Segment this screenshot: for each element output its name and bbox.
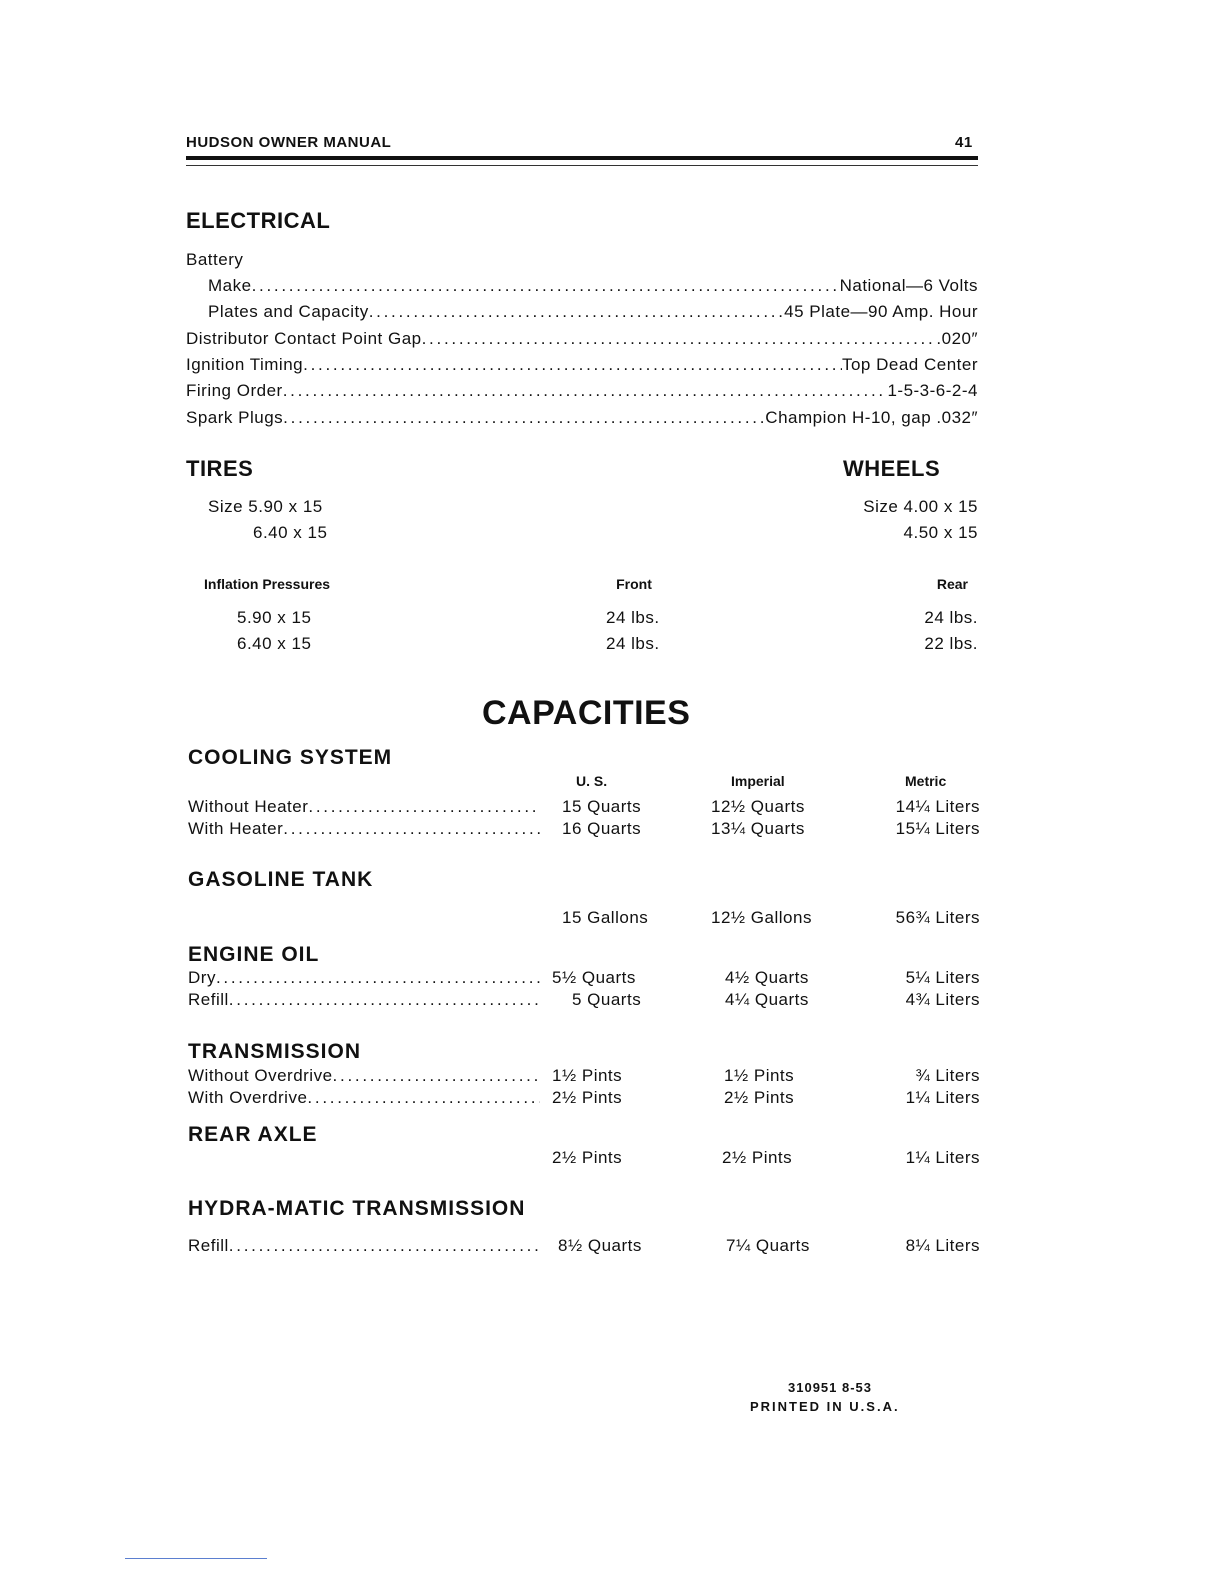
gasoline-us: 15 Gallons: [562, 908, 649, 927]
front-label: Front: [616, 576, 652, 592]
spec-value: 1-5-3-6-2-4: [887, 381, 978, 400]
spec-row-make: [208, 276, 978, 296]
hydramatic-imp: 7¼ Quarts: [726, 1236, 810, 1255]
hydramatic-heading: HYDRA-MATIC TRANSMISSION: [188, 1197, 526, 1220]
spec-value: National—6 Volts: [839, 276, 978, 295]
trans-us-2: 2½ Pints: [552, 1088, 623, 1107]
pressure-front-1: 24 lbs.: [606, 608, 660, 627]
oil-us-2: 5 Quarts: [572, 990, 642, 1009]
pressure-size-2: 6.40 x 15: [237, 634, 312, 653]
leader-dots: [303, 355, 842, 375]
engine-oil-heading: ENGINE OIL: [188, 943, 320, 966]
pressure-rear-2: 22 lbs.: [924, 634, 978, 653]
leader-dots: [333, 1066, 540, 1086]
leader-dots: [283, 381, 888, 401]
capacity-label: Refill: [188, 990, 229, 1009]
scan-artifact-line: [125, 1558, 267, 1559]
spec-label: Plates and Capacity: [208, 302, 369, 321]
pressure-size-1: 5.90 x 15: [237, 608, 312, 627]
spec-row-ignition: [186, 355, 978, 375]
cooling-imp-1: 12½ Quarts: [711, 797, 805, 816]
wheels-heading: WHEELS: [843, 456, 941, 481]
rear-label: Rear: [936, 576, 968, 592]
spec-row-plates: [208, 302, 978, 322]
leader-dots: [229, 990, 540, 1010]
capacity-label: With Heater: [188, 819, 284, 838]
capacity-label: With Overdrive: [188, 1088, 308, 1107]
wheel-size-2: 4.50 x 15: [903, 523, 978, 542]
axle-us: 2½ Pints: [552, 1148, 623, 1167]
col-imperial: Imperial: [731, 773, 785, 789]
page-number: 41: [955, 134, 973, 151]
oil-us-1: 5½ Quarts: [552, 968, 636, 987]
spec-label: Ignition Timing: [186, 355, 304, 374]
wheel-size-1: Size 4.00 x 15: [863, 497, 978, 516]
leader-dots: [252, 276, 840, 296]
trans-met-2: 1¼ Liters: [905, 1088, 980, 1107]
leader-dots: [283, 819, 540, 839]
gasoline-met: 56¾ Liters: [895, 908, 980, 927]
trans-imp-1: 1½ Pints: [724, 1066, 795, 1085]
col-us: U. S.: [576, 773, 608, 789]
battery-label: Battery: [186, 250, 244, 269]
capacity-label: Without Heater: [188, 797, 309, 816]
capacity-label: Without Overdrive: [188, 1066, 333, 1085]
trans-us-1: 1½ Pints: [552, 1066, 623, 1085]
spec-row-firing-order: [186, 381, 978, 401]
leader-dots: [307, 1088, 540, 1108]
tires-heading: TIRES: [186, 456, 254, 481]
oil-row-refill: [188, 990, 540, 1010]
spec-value: Champion H-10, gap .032″: [765, 408, 978, 427]
hydramatic-row-refill: [188, 1236, 540, 1256]
spec-label: Spark Plugs: [186, 408, 284, 427]
oil-met-2: 4¾ Liters: [905, 990, 980, 1009]
cooling-us-1: 15 Quarts: [562, 797, 642, 816]
inflation-label: Inflation Pressures: [204, 576, 331, 592]
hydramatic-met: 8¼ Liters: [905, 1236, 980, 1255]
oil-met-1: 5¼ Liters: [905, 968, 980, 987]
tire-size-1: Size 5.90 x 15: [208, 497, 323, 516]
printed-in: PRINTED IN U.S.A.: [750, 1399, 900, 1414]
spec-label: Distributor Contact Point Gap: [186, 329, 422, 348]
cooling-heading: COOLING SYSTEM: [188, 746, 393, 769]
print-code: 310951 8-53: [788, 1380, 873, 1395]
electrical-heading: ELECTRICAL: [186, 208, 331, 233]
axle-met: 1¼ Liters: [905, 1148, 980, 1167]
spec-label: Firing Order: [186, 381, 283, 400]
pressure-front-2: 24 lbs.: [606, 634, 660, 653]
spec-row-spark-plugs: [186, 408, 978, 428]
spec-row-point-gap: [186, 329, 978, 349]
gasoline-heading: GASOLINE TANK: [188, 868, 374, 891]
col-metric: Metric: [905, 773, 947, 789]
header-rule-thin: [186, 165, 978, 166]
cooling-row-with-heater: [188, 819, 540, 839]
cooling-row-without-heater: [188, 797, 540, 817]
transmission-heading: TRANSMISSION: [188, 1040, 362, 1063]
spec-value: 45 Plate—90 Amp. Hour: [784, 302, 978, 321]
cooling-met-2: 15¼ Liters: [895, 819, 980, 838]
oil-imp-1: 4½ Quarts: [725, 968, 809, 987]
capacities-title: CAPACITIES: [482, 694, 691, 732]
cooling-met-1: 14¼ Liters: [895, 797, 980, 816]
trans-row-without-od: [188, 1066, 540, 1086]
spec-value: .020″: [936, 329, 978, 348]
spec-label: Make: [208, 276, 252, 295]
leader-dots: [229, 1236, 540, 1256]
pressure-rear-1: 24 lbs.: [924, 608, 978, 627]
leader-dots: [216, 968, 540, 988]
cooling-imp-2: 13¼ Quarts: [711, 819, 805, 838]
cooling-us-2: 16 Quarts: [562, 819, 642, 838]
spec-value: Top Dead Center: [841, 355, 978, 374]
leader-dots: [369, 302, 784, 322]
trans-imp-2: 2½ Pints: [724, 1088, 795, 1107]
hydramatic-us: 8½ Quarts: [558, 1236, 642, 1255]
rear-axle-heading: REAR AXLE: [188, 1123, 318, 1146]
leader-dots: [422, 329, 937, 349]
running-header: HUDSON OWNER MANUAL: [186, 134, 392, 151]
trans-row-with-od: [188, 1088, 540, 1108]
capacity-label: Dry: [188, 968, 216, 987]
leader-dots: [283, 408, 765, 428]
header-rule-thick: [186, 156, 978, 160]
trans-met-1: ¾ Liters: [915, 1066, 980, 1085]
leader-dots: [308, 797, 540, 817]
oil-imp-2: 4¼ Quarts: [725, 990, 809, 1009]
capacity-label: Refill: [188, 1236, 229, 1255]
tire-size-2: 6.40 x 15: [253, 523, 328, 542]
axle-imp: 2½ Pints: [722, 1148, 793, 1167]
oil-row-dry: [188, 968, 540, 988]
gasoline-imp: 12½ Gallons: [711, 908, 812, 927]
